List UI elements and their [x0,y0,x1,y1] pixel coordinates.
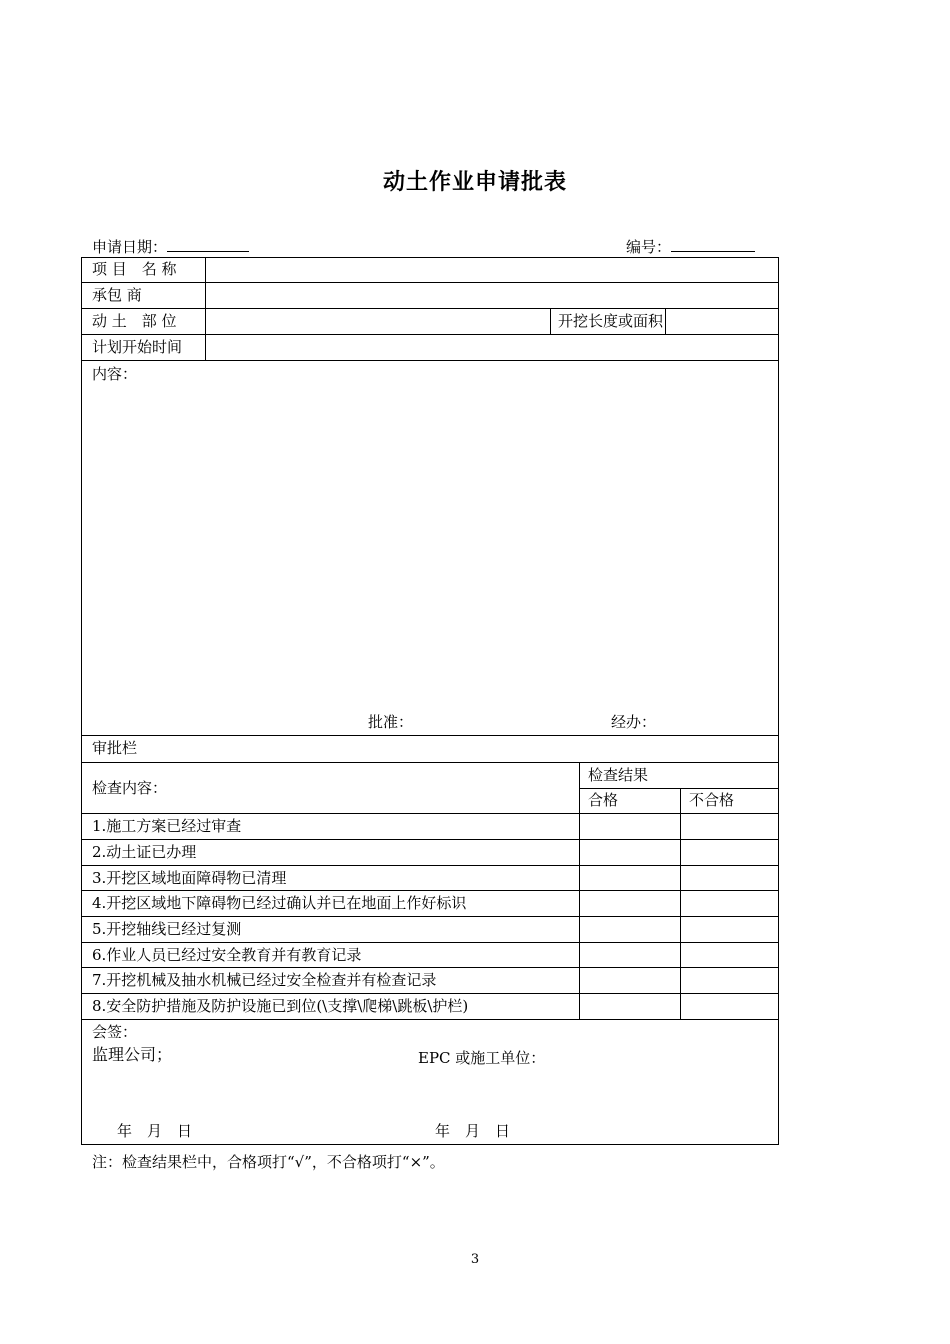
check-item: 2.动土证已办理 [92,843,197,861]
dig-size-field[interactable] [667,310,777,332]
approve-label: 批准： [368,713,414,731]
check-item-6-fail[interactable] [682,944,777,965]
check-item-3-pass[interactable] [581,867,678,888]
check-item-6-pass[interactable] [581,944,678,965]
check-item-5-pass[interactable] [581,918,678,940]
approval-section-label: 审批栏 [92,739,138,757]
project-name-field[interactable] [207,259,777,281]
project-name-label: 项 目 名 称 [92,260,177,278]
location-field[interactable] [207,310,548,332]
check-item-4-fail[interactable] [682,892,777,914]
check-item: 4.开挖区域地下障碍物已经过确认并已在地面上作好标识 [92,894,467,912]
check-item-7-fail[interactable] [682,969,777,991]
application-date [92,236,249,257]
check-item: 7.开挖机械及抽水机械已经过安全检查并有检查记录 [92,971,437,989]
check-item-7-pass[interactable] [581,969,678,991]
content-label: 内容： [92,365,138,383]
form-number [626,236,755,257]
check-item-1-pass[interactable] [581,815,678,837]
content-field[interactable] [92,388,772,708]
contractor-label: 承包 商 [92,286,142,304]
check-item-5-fail[interactable] [682,918,777,940]
supervisor-label: 监理公司； [92,1045,173,1064]
planned-start-field[interactable] [207,336,777,358]
form-number-field[interactable] [671,237,755,252]
check-item-8-fail[interactable] [682,995,777,1017]
check-item-2-pass[interactable] [581,841,678,863]
form-number-label: 编号： [626,238,672,256]
fail-column-label: 不合格 [689,791,735,809]
footnote: 注：检查结果栏中，合格项打“√”，不合格项打“×”。 [92,1153,445,1171]
check-item-8-pass[interactable] [581,995,678,1017]
check-item: 5.开挖轴线已经过复测 [92,920,242,938]
check-item: 6.作业人员已经过安全教育并有教育记录 [92,946,362,964]
planned-start-label: 计划开始时间 [92,338,183,356]
check-result-label: 检查结果 [588,766,649,784]
application-date-label: 申请日期： [92,238,168,256]
countersign-field[interactable] [92,1070,772,1120]
page-number: 3 [470,1252,480,1267]
check-item: 1.施工方案已经过审查 [92,817,242,835]
check-content-label: 检查内容： [92,779,168,797]
check-item-1-fail[interactable] [682,815,777,837]
check-item-3-fail[interactable] [682,867,777,888]
check-item-2-fail[interactable] [682,841,777,863]
epc-label: EPC 或施工单位： [418,1049,546,1067]
contractor-field[interactable] [207,284,777,306]
application-date-field[interactable] [167,237,249,252]
handler-label: 经办： [611,713,657,731]
countersign-label: 会签： [92,1023,138,1041]
page-title: 动土作业申请批表 [382,170,567,195]
dig-size-label: 开挖长度或面积 [558,312,664,330]
supervisor-date: 年 月 日 [117,1122,193,1140]
check-item-4-pass[interactable] [581,892,678,914]
pass-column-label: 合格 [588,791,619,809]
location-label: 动 土 部 位 [92,312,177,330]
epc-date: 年 月 日 [435,1122,511,1140]
check-item: 8.安全防护措施及防护设施已到位(\支撑\爬梯\跳板\护栏) [92,997,469,1015]
check-item: 3.开挖区域地面障碍物已清理 [92,869,287,887]
